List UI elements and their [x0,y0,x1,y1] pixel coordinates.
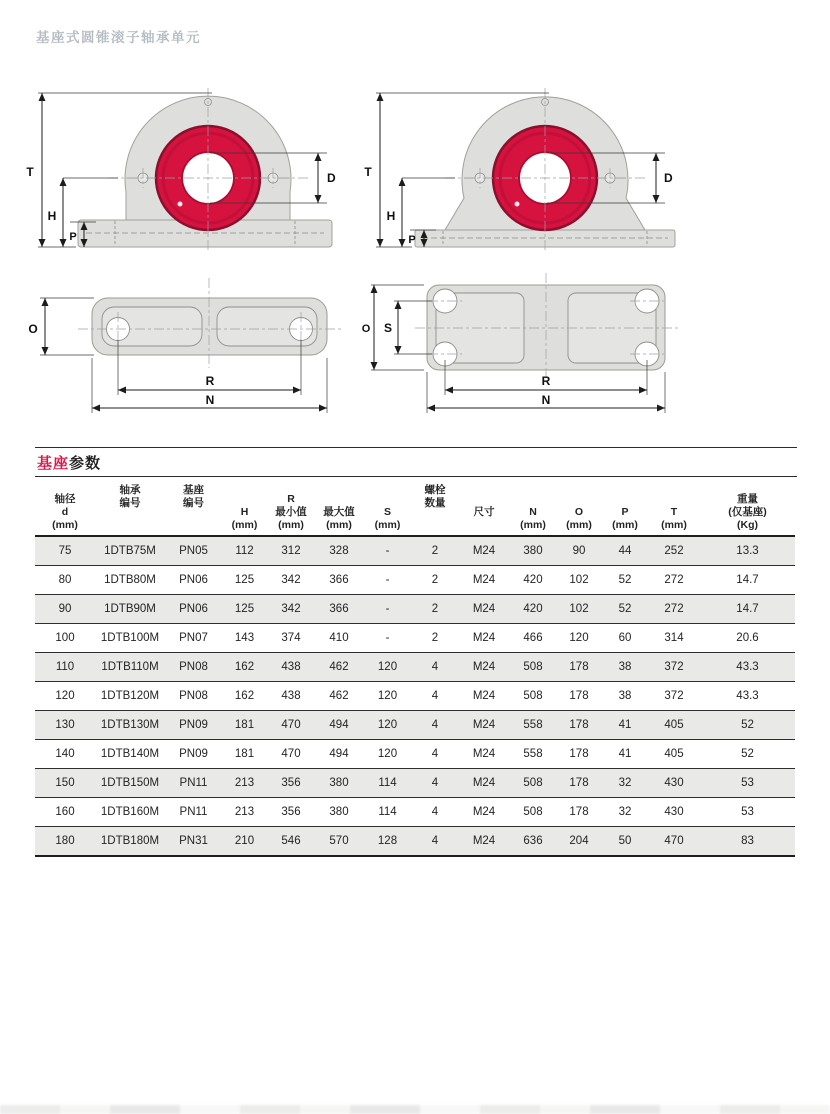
dim-label-T: T [364,165,372,179]
table-row [35,566,795,595]
cell-d: 150 [55,777,75,789]
cell-weight: 20.6 [736,632,759,644]
cell-base_no: PN06 [179,574,208,586]
cell-R_min: 342 [281,574,301,586]
cell-N: 508 [523,777,543,789]
cell-base_no: PN11 [179,806,208,818]
cell-T: 405 [664,719,684,731]
cell-T: 430 [664,777,684,789]
cell-S: 120 [377,748,398,760]
cell-O: 120 [569,632,589,644]
cell-weight: 83 [741,835,754,847]
column-header-bolt_qty: 螺栓 数量 [424,484,446,509]
cell-H: 143 [234,632,255,644]
cell-size: M24 [472,690,496,702]
cell-T: 252 [664,545,684,557]
cell-N: 508 [523,661,543,673]
cell-N: 420 [523,603,543,615]
cell-O: 204 [569,835,589,847]
cell-bearing_no: 1DTB140M [100,748,160,760]
cell-base_no: PN07 [179,632,208,644]
cell-bolt_qty: 4 [431,661,439,673]
parameters-table [35,479,795,857]
column-header-bearing_no: 轴承 编号 [119,484,141,509]
cell-bearing_no: 1DTB160M [100,806,160,818]
cell-R_max: 380 [329,806,349,818]
cell-base_no: PN31 [179,835,208,847]
cell-P: 44 [618,545,632,557]
cell-H: 181 [234,719,255,731]
cell-S: - [385,632,390,644]
cell-P: 52 [618,574,632,586]
cell-O: 90 [572,545,586,557]
section-title-rest: 参数 [69,455,102,472]
dim-label-H: H [386,209,396,223]
cell-H: 162 [234,661,255,673]
cell-R_min: 470 [281,748,301,760]
cell-d: 120 [55,690,75,702]
cell-d: 160 [55,806,75,818]
cell-size: M24 [472,545,496,557]
cell-bolt_qty: 2 [431,545,439,557]
cell-weight: 53 [741,777,754,789]
cell-P: 50 [618,835,632,847]
cell-R_max: 462 [329,661,349,673]
cell-size: M24 [472,777,496,789]
cell-P: 41 [618,748,632,760]
page-title: 基座式圆锥滚子轴承单元 [36,30,201,45]
cell-d: 75 [58,545,72,557]
cell-H: 210 [234,835,255,847]
cell-S: 114 [378,806,397,818]
front-view-drawing-right [360,80,705,260]
cell-R_max: 570 [329,835,349,847]
cell-weight: 14.7 [736,574,759,586]
cell-base_no: PN05 [179,545,208,557]
cell-bearing_no: 1DTB130M [100,719,160,731]
cell-base_no: PN09 [179,748,208,760]
page-bottom-artifact [0,1105,830,1114]
cell-S: 120 [377,719,398,731]
cell-N: 508 [523,806,543,818]
cell-H: 213 [234,777,255,789]
cell-R_max: 494 [329,719,349,731]
dim-label-R: R [541,374,551,388]
cell-weight: 13.3 [736,545,759,557]
column-header-H: H (mm) [231,506,258,531]
cell-O: 178 [569,719,589,731]
cell-H: 181 [234,748,255,760]
cell-base_no: PN11 [179,777,208,789]
cell-size: M24 [472,661,496,673]
cell-bolt_qty: 2 [431,632,439,644]
table-row [35,798,795,827]
cell-d: 180 [55,835,75,847]
table-row [35,537,795,566]
column-header-P: P (mm) [612,506,638,531]
cell-size: M24 [472,719,496,731]
cell-R_min: 356 [281,777,301,789]
cell-bearing_no: 1DTB150M [100,777,160,789]
cell-weight: 43.3 [736,690,759,702]
dim-label-P: P [69,231,77,243]
cell-bearing_no: 1DTB100M [100,632,160,644]
dim-label-D: D [664,171,673,185]
cell-S: - [385,574,390,586]
cell-R_max: 366 [329,603,349,615]
cell-size: M24 [472,748,496,760]
cell-base_no: PN09 [179,719,208,731]
cell-P: 32 [618,806,632,818]
cell-R_min: 546 [281,835,301,847]
cell-R_min: 470 [281,719,301,731]
cell-P: 32 [618,777,632,789]
cell-bolt_qty: 2 [431,603,439,615]
cell-bolt_qty: 4 [431,835,439,847]
column-header-size: 尺寸 [473,506,495,518]
cell-P: 38 [618,661,632,673]
cell-P: 38 [618,690,632,702]
cell-weight: 43.3 [736,661,759,673]
cell-S: 120 [377,661,398,673]
table-header-row [35,479,795,537]
cell-weight: 53 [741,806,754,818]
cell-O: 178 [569,806,589,818]
cell-O: 178 [569,690,589,702]
cell-d: 110 [55,661,75,673]
column-header-N: N (mm) [520,506,546,531]
cell-bearing_no: 1DTB120M [100,690,160,702]
cell-T: 372 [664,661,684,673]
table-body [35,537,795,857]
cell-bolt_qty: 4 [431,777,439,789]
cell-d: 90 [58,603,72,615]
cell-R_max: 328 [329,545,349,557]
cell-bolt_qty: 2 [431,574,439,586]
cell-d: 130 [55,719,75,731]
cell-size: M24 [472,835,496,847]
dim-label-N: N [541,393,551,407]
column-header-R_max: 最大值 (mm) [323,506,355,531]
cell-bolt_qty: 4 [431,748,439,760]
cell-O: 178 [569,777,589,789]
cell-R_max: 366 [329,574,349,586]
cell-S: 128 [377,835,398,847]
column-header-base_no: 基座 编号 [183,484,204,509]
cell-size: M24 [472,632,496,644]
table-row [35,624,795,653]
cell-d: 100 [55,632,75,644]
cell-base_no: PN08 [179,690,208,702]
plan-view-drawing-right [360,268,705,423]
cell-R_min: 438 [281,661,301,673]
cell-base_no: PN08 [179,661,208,673]
table-row [35,740,795,769]
cell-H: 213 [234,806,255,818]
cell-size: M24 [472,574,496,586]
cell-bearing_no: 1DTB75M [104,545,156,557]
cell-R_min: 312 [281,545,301,557]
column-header-weight: 重量 (仅基座) (Kg) [728,493,767,531]
cell-O: 102 [569,574,589,586]
front-view-drawing-left [20,80,365,260]
cell-R_max: 380 [329,777,349,789]
cell-N: 420 [523,574,543,586]
cell-weight: 52 [741,748,754,760]
cell-P: 41 [618,719,632,731]
cell-size: M24 [472,806,496,818]
table-row [35,595,795,624]
cell-bolt_qty: 4 [431,719,439,731]
cell-O: 102 [569,603,589,615]
cell-S: 120 [377,690,398,702]
dim-label-N: N [205,393,215,407]
table-row [35,769,795,798]
column-header-S: S (mm) [374,506,401,531]
cell-R_max: 494 [329,748,349,760]
cell-R_min: 374 [281,632,301,644]
dim-label-D: D [327,171,336,185]
cell-H: 125 [234,574,255,586]
base-outline [92,298,327,355]
column-header-d: 轴径 d (mm) [52,493,78,531]
cell-N: 380 [523,545,543,557]
cell-bearing_no: 1DTB90M [104,603,156,615]
cell-T: 470 [664,835,684,847]
cell-T: 272 [664,574,684,586]
cell-bearing_no: 1DTB110M [101,661,159,673]
brand-mark [178,202,183,207]
table-row [35,682,795,711]
dim-label-O: O [28,322,38,336]
brand-mark [515,202,520,207]
cell-N: 558 [523,719,543,731]
cell-R_min: 438 [281,690,301,702]
cell-R_max: 410 [329,632,349,644]
dim-label-T: T [26,165,34,179]
cell-bearing_no: 1DTB80M [104,574,156,586]
column-header-T: T (mm) [661,506,687,531]
column-header-O: O (mm) [566,506,592,531]
cell-T: 372 [664,690,684,702]
cell-T: 272 [664,603,684,615]
cell-N: 558 [523,748,543,760]
cell-bolt_qty: 4 [431,690,439,702]
cell-weight: 52 [741,719,754,731]
cell-O: 178 [569,661,589,673]
cell-P: 60 [618,632,632,644]
dim-label-H: H [47,209,57,223]
cell-R_min: 342 [281,603,301,615]
cell-d: 140 [55,748,75,760]
cell-T: 405 [664,748,684,760]
cell-S: - [385,603,390,615]
cell-N: 508 [523,690,543,702]
cell-H: 125 [234,603,255,615]
table-row [35,653,795,682]
cell-d: 80 [58,574,72,586]
dim-label-O: O [361,323,371,335]
cell-N: 466 [523,632,543,644]
cell-H: 162 [234,690,255,702]
cell-T: 430 [664,806,684,818]
column-header-R_min: R 最小值 (mm) [275,493,307,531]
cell-P: 52 [618,603,632,615]
cell-R_min: 356 [281,806,301,818]
cell-H: 112 [235,545,254,557]
dim-label-R: R [205,374,215,388]
cell-N: 636 [523,835,543,847]
cell-R_max: 462 [329,690,349,702]
cell-size: M24 [472,603,496,615]
cell-bearing_no: 1DTB180M [100,835,160,847]
plan-view-drawing-left [20,268,365,423]
cell-weight: 14.7 [736,603,759,615]
dim-label-P: P [408,234,416,246]
table-row [35,711,795,740]
cell-S: 114 [378,777,397,789]
cell-bolt_qty: 4 [431,806,439,818]
dim-label-S: S [383,321,393,335]
section-title-accent: 基座 [37,455,70,472]
cell-T: 314 [664,632,684,644]
cell-base_no: PN06 [179,603,208,615]
cell-S: - [385,545,390,557]
cell-O: 178 [569,748,589,760]
table-row [35,827,795,857]
section-header [35,447,797,477]
